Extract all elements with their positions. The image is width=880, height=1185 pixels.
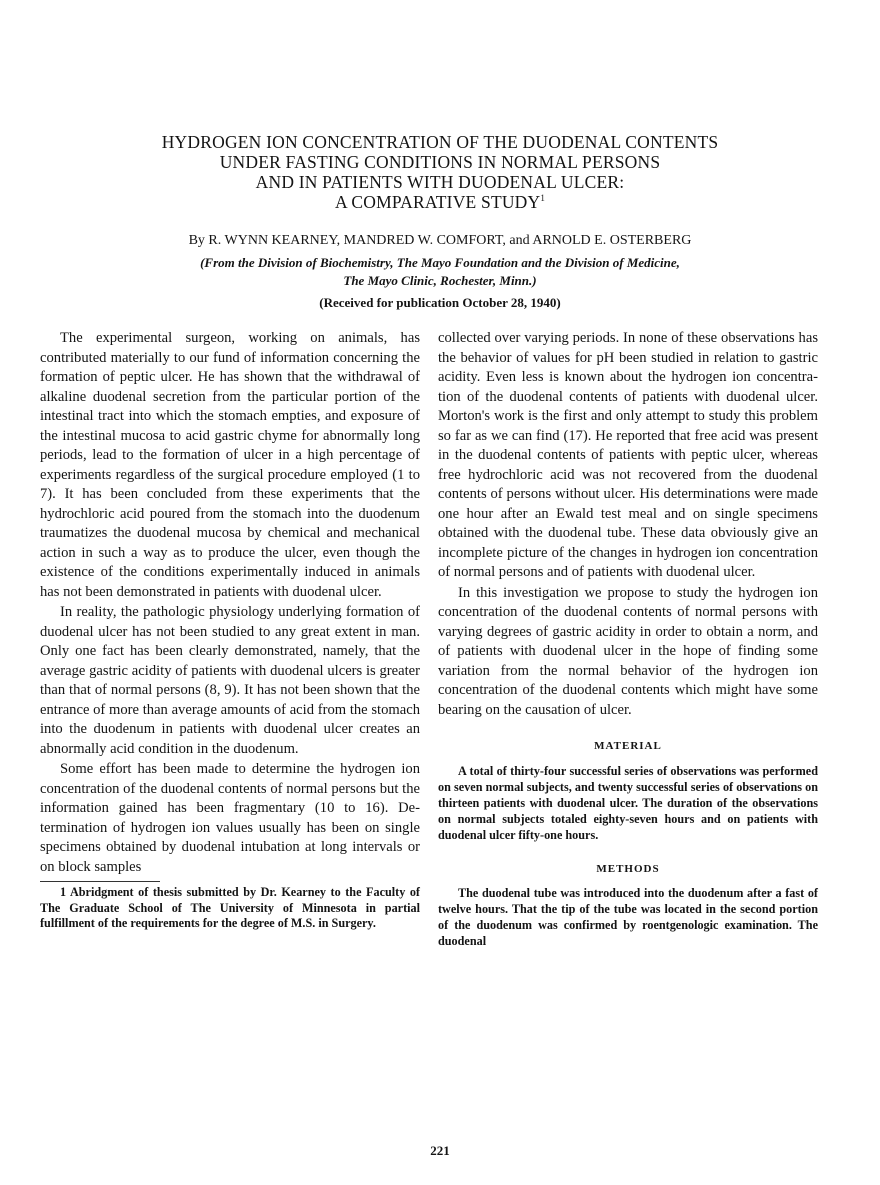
body-paragraph: The experimental surgeon, working on animals, has contributed materially to our fund of information concerning the formation of peptic ulcer. He has shown that the withdrawal of alkaline duodenal secretion from the particular portion of the intestinal tract into which the stomach empties, and exposure of the intestinal mucosa to acid gastric chyme for abnormally long periods, lead to the formation of ulcer in a high percentage of experiments regardless of the surgical procedure employed (1 to 7). It has been concluded from these experiments that the hydrochloric acid poured from the stomach into the duodenum traumatizes the duodenal mucosa by chemical and mechanical action in such a way as to produce the ulcer, even though the existence of the conditions experimentally induced in animals has not been demonstrated in patients with duodenal ulcer. (40, 330, 420, 600)
methods-paragraph: The duodenal tube was introduced into the duodenum after a fast of twelve hours. That the tip of the tube was located in the second portion of the duodenum was confirmed by roentgenologic examination. The duodenal (438, 886, 818, 948)
body-paragraph: collected over varying periods. In none of these observations has the behavior of values for pH been studied in relation to gastric acidity. Even less is known about the hydrogen ion concentration of the duodenal contents of patients with duodenal ulcer. Morton's work is the first and only attempt to study this problem so far as we can find (17). He reported that free acid was present in the duodenal contents of patients with peptic ulcer, whereas free hydrochloric acid was not recovered from the duodenal contents of persons without ulcer. His determinations were made one hour after an Ewald test meal and on single specimens obtained with the duodenal tube. These data obviously give an incomplete picture of the changes in hydrogen ion concentration of normal persons and of patients with duodenal ulcer. (438, 330, 818, 580)
left-column (40, 329, 420, 932)
received-date: (Received for publication October 28, 1940) (319, 295, 561, 310)
body-paragraph: In this investigation we propose to study the hydrogen ion concentration of the duodenal contents of normal persons with varying degrees of gastric acidity in order to obtain a norm, and of patients with duodenal ulcer in the hope of finding some variation from the normal behavior of the hydrogen ion concentration of the duodenal contents which might have some bearing on the causation of ulcer. (438, 584, 818, 718)
footnote: 1 Abridgment of thesis submitted by Dr. Kearney to the Faculty of The Graduate School of The University of Minnesota in partial fulfillment of the requirements for the degree of M.S. in Surgery. (40, 885, 420, 930)
title-line-2: UNDER FASTING CONDITIONS IN NORMAL PERSONS (219, 152, 661, 172)
methods-heading: METHODS (596, 862, 660, 875)
affiliation-line-1: (From the Division of Biochemistry, The Mayo Foundation and the Division of Medicine, (200, 255, 680, 270)
article-title (60, 132, 820, 212)
body-paragraph: In reality, the pathologic physiology underlying formation of duodenal ulcer has not been studied to any great extent in man. Only one fact has been clearly demonstrated, namely, that the average gastric acidity of patients with duodenal ulcers is greater than that of normal persons (8, 9). It has not been shown that the entrance of more than average amounts of acid from the stomach into the duodenum in patients with duodenal ulcer creates an abnormally acid condition in the duodenum. (40, 604, 420, 757)
right-column (438, 329, 818, 949)
title-line-1: HYDROGEN ION CONCENTRATION OF THE DUODENAL CONTENTS (161, 132, 719, 152)
body-paragraph: Some effort has been made to determine the hydrogen ion concentration of the duodenal contents of normal persons but the information gained has been fragmentary (10 to 16). Determination of hydrogen ion values usually has been on single specimens obtained by duodenal intubation at long intervals or on block samples (40, 761, 420, 875)
footnote-divider (40, 881, 160, 882)
title-line-4-text: A COMPARATIVE STUDY (334, 192, 541, 212)
material-heading: MATERIAL (594, 740, 662, 752)
page-number: 221 (430, 1143, 450, 1158)
title-line-4 (60, 192, 820, 212)
title-footnote-marker: 1 (540, 193, 546, 204)
affiliation-line-2: The Mayo Clinic, Rochester, Minn.) (343, 273, 537, 288)
material-paragraph: A total of thirty-four successful series of observations was performed on seven normal subjects, and twenty successful series of observations on thirteen patients with duodenal ulcer. The duration of the observations on normal subjects totaled eighty-seven hours and on patients with duodenal ulcer fifty-one hours. (438, 763, 818, 842)
title-line-3: AND IN PATIENTS WITH DUODENAL ULCER: (255, 172, 625, 192)
author-byline: By R. WYNN KEARNEY, MANDRED W. COMFORT, and ARNOLD E. OSTERBERG (188, 233, 692, 248)
affiliation (60, 254, 820, 290)
